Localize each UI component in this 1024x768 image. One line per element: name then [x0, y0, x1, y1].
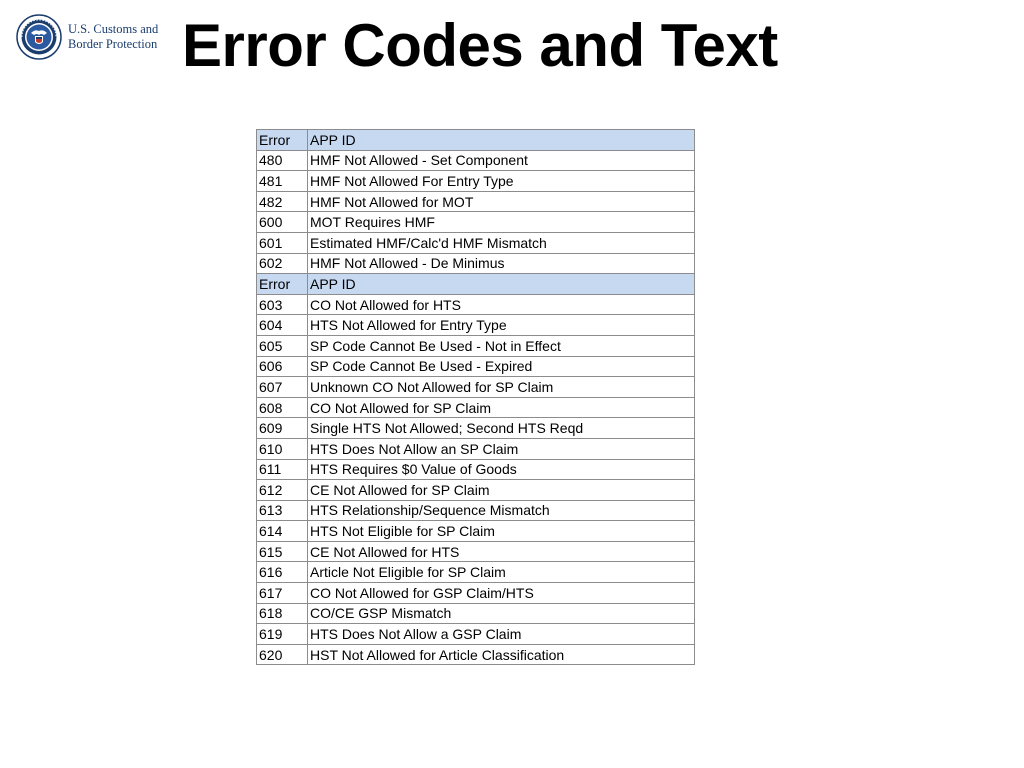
error-text-cell: MOT Requires HMF	[308, 212, 695, 233]
error-text-cell: Article Not Eligible for SP Claim	[308, 562, 695, 583]
table-row	[257, 418, 695, 439]
error-text-cell: SP Code Cannot Be Used - Not in Effect	[308, 335, 695, 356]
table-row	[257, 624, 695, 645]
error-text-cell: SP Code Cannot Be Used - Expired	[308, 356, 695, 377]
table-header-row	[257, 274, 695, 295]
error-text-cell: CO Not Allowed for GSP Claim/HTS	[308, 583, 695, 604]
dhs-seal-icon	[16, 14, 62, 60]
error-text-cell: CO Not Allowed for SP Claim	[308, 397, 695, 418]
table-header-row	[257, 130, 695, 151]
error-code-cell: 601	[257, 232, 308, 253]
cbp-logo	[16, 14, 176, 62]
error-code-cell: 603	[257, 294, 308, 315]
logo-line-1: U.S. Customs and	[68, 22, 159, 36]
error-code-cell: 610	[257, 438, 308, 459]
error-code-cell: 618	[257, 603, 308, 624]
error-text-cell: CE Not Allowed for HTS	[308, 541, 695, 562]
error-code-cell: 480	[257, 150, 308, 171]
error-code-cell: 614	[257, 521, 308, 542]
column-header-app-id: APP ID	[308, 130, 695, 151]
table-row	[257, 171, 695, 192]
error-codes-table	[256, 129, 695, 665]
error-code-cell: 613	[257, 500, 308, 521]
table-row	[257, 541, 695, 562]
error-text-cell: HST Not Allowed for Article Classification	[308, 644, 695, 665]
table-row	[257, 150, 695, 171]
error-text-cell: Estimated HMF/Calc'd HMF Mismatch	[308, 232, 695, 253]
table-row	[257, 459, 695, 480]
table-row	[257, 644, 695, 665]
error-code-cell: 607	[257, 377, 308, 398]
error-text-cell: HMF Not Allowed for MOT	[308, 191, 695, 212]
error-text-cell: Unknown CO Not Allowed for SP Claim	[308, 377, 695, 398]
table-row	[257, 253, 695, 274]
error-code-cell: 605	[257, 335, 308, 356]
logo-wordmark	[68, 22, 158, 52]
error-code-cell: 612	[257, 480, 308, 501]
error-code-cell: 604	[257, 315, 308, 336]
error-code-cell: 609	[257, 418, 308, 439]
table-row	[257, 232, 695, 253]
error-code-cell: 617	[257, 583, 308, 604]
table-row	[257, 562, 695, 583]
table-row	[257, 335, 695, 356]
table-row	[257, 480, 695, 501]
error-code-cell: 602	[257, 253, 308, 274]
error-code-cell: 481	[257, 171, 308, 192]
logo-line-2: Border Protection	[68, 37, 158, 51]
table-row	[257, 603, 695, 624]
error-codes-table-body	[257, 130, 695, 665]
table-row	[257, 438, 695, 459]
error-text-cell: CE Not Allowed for SP Claim	[308, 480, 695, 501]
error-code-cell: 616	[257, 562, 308, 583]
error-code-cell: 615	[257, 541, 308, 562]
error-text-cell: HTS Not Eligible for SP Claim	[308, 521, 695, 542]
error-text-cell: HTS Does Not Allow a GSP Claim	[308, 624, 695, 645]
error-text-cell: HTS Requires $0 Value of Goods	[308, 459, 695, 480]
error-text-cell: HTS Does Not Allow an SP Claim	[308, 438, 695, 459]
error-text-cell: HMF Not Allowed - Set Component	[308, 150, 695, 171]
table-row	[257, 356, 695, 377]
column-header-app-id: APP ID	[308, 274, 695, 295]
error-code-cell: 620	[257, 644, 308, 665]
table-row	[257, 315, 695, 336]
column-header-error: Error	[257, 130, 308, 151]
table-row	[257, 294, 695, 315]
error-code-cell: 482	[257, 191, 308, 212]
error-text-cell: CO Not Allowed for HTS	[308, 294, 695, 315]
error-text-cell: CO/CE GSP Mismatch	[308, 603, 695, 624]
page-title: Error Codes and Text	[182, 12, 778, 79]
error-code-cell: 606	[257, 356, 308, 377]
table-row	[257, 500, 695, 521]
error-text-cell: HMF Not Allowed For Entry Type	[308, 171, 695, 192]
table-row	[257, 212, 695, 233]
error-code-cell: 608	[257, 397, 308, 418]
table-row	[257, 377, 695, 398]
table-row	[257, 191, 695, 212]
error-code-cell: 619	[257, 624, 308, 645]
table-row	[257, 521, 695, 542]
table-row	[257, 397, 695, 418]
table-row	[257, 583, 695, 604]
error-text-cell: HMF Not Allowed - De Minimus	[308, 253, 695, 274]
column-header-error: Error	[257, 274, 308, 295]
error-text-cell: Single HTS Not Allowed; Second HTS Reqd	[308, 418, 695, 439]
error-text-cell: HTS Not Allowed for Entry Type	[308, 315, 695, 336]
error-text-cell: HTS Relationship/Sequence Mismatch	[308, 500, 695, 521]
error-code-cell: 611	[257, 459, 308, 480]
error-code-cell: 600	[257, 212, 308, 233]
